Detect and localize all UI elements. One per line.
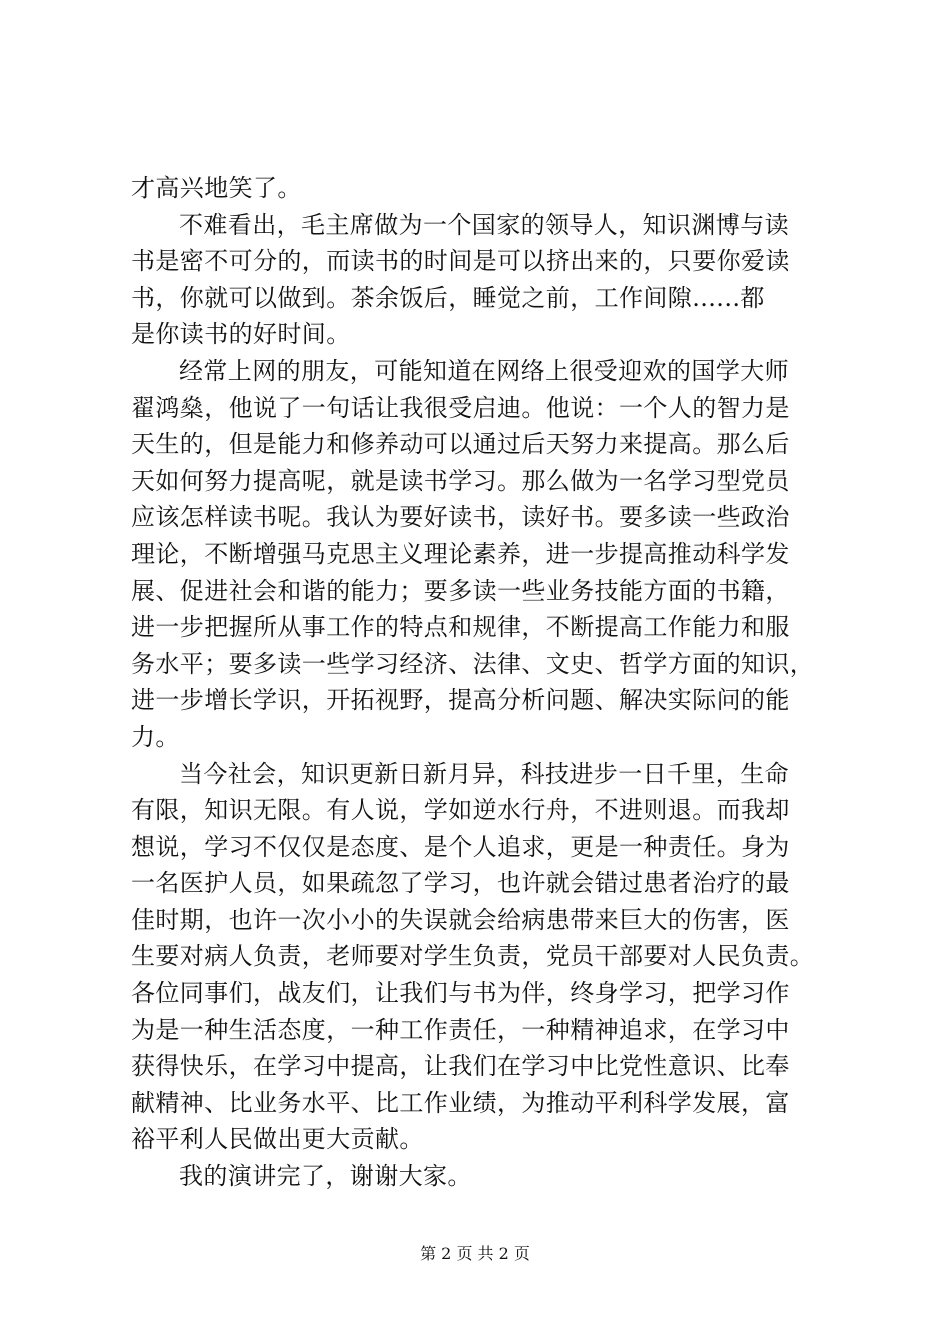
text-line: 一名医护人员，如果疏忽了学习，也许就会错过患者治疗的最 — [131, 869, 790, 898]
page-number-footer: 第 2 页 共 2 页 — [420, 1244, 530, 1263]
text-line: 天如何努力提高呢，就是读书学习。那么做为一名学习型党员 — [131, 466, 790, 495]
text-line: 想说，学习不仅仅是态度、是个人追求，更是一种责任。身为 — [131, 832, 790, 861]
text-line: 各位同事们，战友们，让我们与书为伴，终身学习，把学习作 — [131, 979, 790, 1008]
text-line: 生要对病人负责，老师要对学生负责，党员干部要对人民负责。 — [131, 942, 815, 971]
text-line: 进一步把握所从事工作的特点和规律，不断提高工作能力和服 — [131, 613, 790, 642]
text-line: 理论，不断增强马克思主义理论素养，进一步提高推动科学发 — [131, 539, 790, 568]
text-line: 力。 — [131, 722, 180, 751]
text-line: 展、促进社会和谐的能力；要多读一些业务技能方面的书籍， — [131, 576, 790, 605]
paragraph-first-line: 经常上网的朋友，可能知道在网络上很受迎欢的国学大师 — [179, 356, 789, 385]
paragraph-first-line: 我的演讲完了，谢谢大家。 — [179, 1162, 472, 1191]
text-line: 天生的，但是能力和修养动可以通过后天努力来提高。那么后 — [131, 430, 790, 459]
text-line: 应该怎样读书呢。我认为要好读书，读好书。要多读一些政治 — [131, 503, 790, 532]
text-line: 裕平利人民做出更大贡献。 — [131, 1125, 424, 1154]
document-body — [131, 170, 851, 1195]
text-line: 有限，知识无限。有人说，学如逆水行舟，不进则退。而我却 — [131, 796, 790, 825]
text-line: 是你读书的好时间。 — [131, 320, 351, 349]
text-line: 献精神、比业务水平、比工作业绩，为推动平利科学发展，富 — [131, 1088, 790, 1117]
text-line: 书，你就可以做到。茶余饭后，睡觉之前，工作间隙......都 — [131, 283, 765, 312]
text-line: 为是一种生活态度，一种工作责任，一种精神追求，在学习中 — [131, 1015, 790, 1044]
text-line: 书是密不可分的，而读书的时间是可以挤出来的，只要你爱读 — [131, 247, 790, 276]
paragraph-first-line: 不难看出，毛主席做为一个国家的领导人，知识渊博与读 — [179, 210, 789, 239]
text-line: 翟鸿燊，他说了一句话让我很受启迪。他说：一个人的智力是 — [131, 393, 790, 422]
text-line: 佳时期，也许一次小小的失误就会给病患带来巨大的伤害，医 — [131, 905, 790, 934]
text-line: 才高兴地笑了。 — [131, 174, 302, 202]
text-line: 务水平；要多读一些学习经济、法律、文史、哲学方面的知识， — [131, 649, 815, 678]
text-line: 获得快乐，在学习中提高，让我们在学习中比党性意识、比奉 — [131, 1052, 790, 1081]
paragraph-first-line: 当今社会，知识更新日新月异，科技进步一日千里，生命 — [179, 759, 789, 788]
text-line: 进一步增长学识，开拓视野，提高分析问题、解决实际问的能 — [131, 686, 790, 715]
